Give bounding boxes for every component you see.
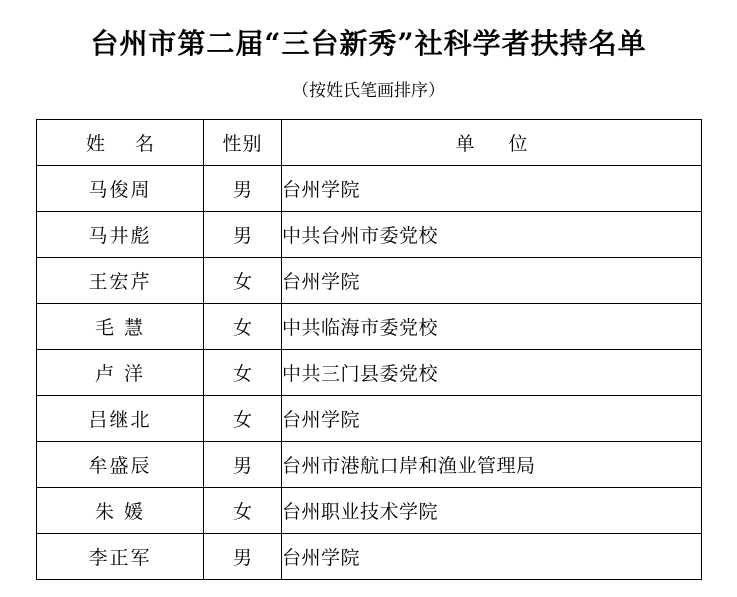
cell-name: 卢 洋 bbox=[37, 350, 204, 396]
table-row bbox=[37, 212, 702, 258]
cell-name: 马井彪 bbox=[37, 212, 204, 258]
column-header-name: 姓 名 bbox=[37, 120, 204, 166]
table-row bbox=[37, 304, 702, 350]
cell-unit: 台州学院 bbox=[282, 534, 702, 580]
cell-unit: 中共台州市委党校 bbox=[282, 212, 702, 258]
table-row bbox=[37, 534, 702, 580]
column-header-sex: 性别 bbox=[204, 120, 282, 166]
cell-sex: 男 bbox=[204, 442, 282, 488]
document-page bbox=[0, 22, 737, 597]
cell-sex: 男 bbox=[204, 212, 282, 258]
name-list-table-container bbox=[36, 119, 701, 580]
cell-unit: 台州市港航口岸和渔业管理局 bbox=[282, 442, 702, 488]
table-row bbox=[37, 258, 702, 304]
cell-sex: 男 bbox=[204, 166, 282, 212]
cell-sex: 男 bbox=[204, 534, 282, 580]
table-body bbox=[37, 166, 702, 580]
table-row bbox=[37, 350, 702, 396]
table-row bbox=[37, 442, 702, 488]
cell-name: 毛 慧 bbox=[37, 304, 204, 350]
cell-unit: 台州职业技术学院 bbox=[282, 488, 702, 534]
cell-unit: 台州学院 bbox=[282, 258, 702, 304]
cell-sex: 女 bbox=[204, 350, 282, 396]
cell-unit: 台州学院 bbox=[282, 166, 702, 212]
cell-sex: 女 bbox=[204, 396, 282, 442]
table-header-row bbox=[37, 120, 702, 166]
cell-unit: 中共三门县委党校 bbox=[282, 350, 702, 396]
page-title: 台州市第二届“三台新秀”社科学者扶持名单 bbox=[90, 27, 647, 60]
cell-unit: 中共临海市委党校 bbox=[282, 304, 702, 350]
table-row bbox=[37, 488, 702, 534]
table-row bbox=[37, 396, 702, 442]
cell-name: 马俊周 bbox=[37, 166, 204, 212]
cell-sex: 女 bbox=[204, 488, 282, 534]
cell-name: 王宏芹 bbox=[37, 258, 204, 304]
column-header-unit: 单 位 bbox=[282, 120, 702, 166]
table-row bbox=[37, 166, 702, 212]
name-list-table bbox=[36, 119, 702, 580]
cell-name: 李正军 bbox=[37, 534, 204, 580]
page-subtitle: （按姓氏笔画排序） bbox=[292, 81, 445, 101]
cell-sex: 女 bbox=[204, 304, 282, 350]
cell-unit: 台州学院 bbox=[282, 396, 702, 442]
cell-name: 吕继北 bbox=[37, 396, 204, 442]
cell-name: 牟盛辰 bbox=[37, 442, 204, 488]
cell-sex: 女 bbox=[204, 258, 282, 304]
cell-name: 朱 媛 bbox=[37, 488, 204, 534]
